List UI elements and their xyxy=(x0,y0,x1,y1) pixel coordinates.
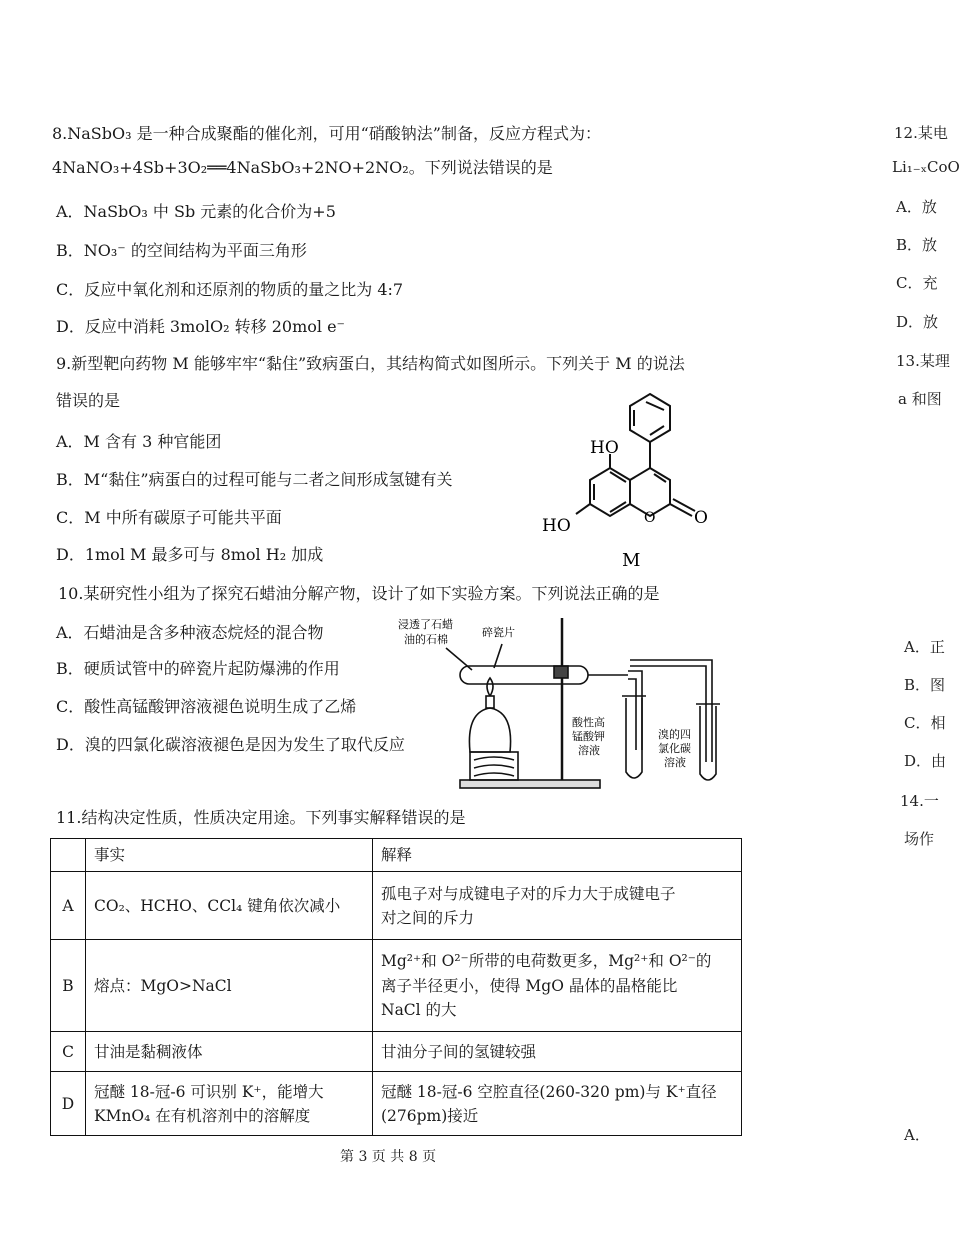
explanation-line: NaCl 的大 xyxy=(381,1000,457,1019)
header-explanation: 解释 xyxy=(373,839,742,872)
explanation-line: 冠醚 18-冠-6 空腔直径(260-320 pm)与 K⁺直径 xyxy=(381,1082,717,1101)
q8-option-b: B．NO₃⁻ 的空间结构为平面三角形 xyxy=(56,241,307,260)
right-fragment: 场作 xyxy=(904,830,935,848)
q9-option-b: B．M“黏住”病蛋白的过程可能与二者之间形成氢键有关 xyxy=(56,470,453,489)
row-label: C xyxy=(51,1032,86,1072)
label-porcelain: 碎瓷片 xyxy=(482,626,515,639)
benzo-ring xyxy=(590,468,630,516)
q11-table xyxy=(50,838,742,1136)
label-kmno4-3: 溶液 xyxy=(578,744,600,757)
q8-option-d: D．反应中消耗 3molO₂ 转移 20mol e⁻ xyxy=(56,317,346,336)
structure-figure-m xyxy=(530,388,740,578)
explanation-line: 孤电子对与成键电子对的斥力大于成键电子 xyxy=(381,884,676,903)
carbonyl-oxygen-label: O xyxy=(694,508,708,528)
explanation-line: Mg²⁺和 O²⁻所带的电荷数更多，Mg²⁺和 O²⁻的 xyxy=(381,952,712,971)
table-row xyxy=(51,940,742,1032)
right-fragment: A．正 xyxy=(904,638,945,656)
q9-option-a: A．M 含有 3 种官能团 xyxy=(56,432,222,451)
table-row xyxy=(51,1032,742,1072)
row-fact: 熔点：MgO>NaCl xyxy=(86,940,373,1032)
oh-label-bottom: HO xyxy=(542,516,571,536)
right-fragment: 13.某理 xyxy=(896,352,950,370)
page-footer: 第 3 页 共 8 页 xyxy=(340,1149,437,1165)
right-fragment: Li₁₋ₓCoO xyxy=(892,158,960,176)
q10-option-a: A．石蜡油是含多种液态烷烃的混合物 xyxy=(56,623,324,642)
row-explanation xyxy=(373,872,742,940)
ring-oxygen-label: O xyxy=(644,510,656,526)
right-fragment: 12.某电 xyxy=(894,124,948,142)
q10-option-d: D．溴的四氯化碳溶液褪色是因为发生了取代反应 xyxy=(56,735,405,754)
alcohol-lamp xyxy=(469,708,510,752)
label-paraffin-asbestos-2: 油的石棉 xyxy=(404,633,448,646)
explanation-line: (276pm)接近 xyxy=(381,1106,479,1125)
row-fact: CO₂、HCHO、CCl₄ 键角依次减小 xyxy=(86,872,373,940)
right-fragment: D．由 xyxy=(904,752,947,770)
q11-stem: 11.结构决定性质，性质决定用途。下列事实解释错误的是 xyxy=(56,808,466,827)
right-fragment: 14.一 xyxy=(900,792,939,810)
q9-stem-line1: 9.新型靶向药物 M 能够牢牢“黏住”致病蛋白，其结构简式如图所示。下列关于 M 的说法 xyxy=(56,354,685,373)
right-fragment: D．放 xyxy=(896,313,939,331)
fact-line: 冠醚 18-冠-6 可识别 K⁺，能增大 xyxy=(94,1082,324,1101)
table-row xyxy=(51,872,742,940)
right-fragment: C．充 xyxy=(896,274,938,292)
q8-stem: 8.NaSbO₃ 是一种合成聚酯的催化剂，可用“硝酸钠法”制备，反应方程式为： xyxy=(52,124,601,143)
q8-option-c: C．反应中氧化剂和还原剂的物质的量之比为 4:7 xyxy=(56,280,404,299)
explanation-line: 离子半径更小，使得 MgO 晶体的晶格能比 xyxy=(381,976,678,995)
label-br2-1: 溴的四 xyxy=(658,728,691,741)
q10-option-c: C．酸性高锰酸钾溶液褪色说明生成了乙烯 xyxy=(56,697,357,716)
header-fact: 事实 xyxy=(86,839,373,872)
row-explanation: 甘油分子间的氢键较强 xyxy=(373,1032,742,1072)
row-explanation xyxy=(373,940,742,1032)
right-fragment: A． xyxy=(904,1126,930,1144)
label-kmno4-2: 锰酸钾 xyxy=(572,730,605,743)
row-label: B xyxy=(51,940,86,1032)
right-fragment: C．相 xyxy=(904,714,946,732)
table-row xyxy=(51,1072,742,1136)
right-fragment: B．图 xyxy=(904,676,946,694)
compound-label: M xyxy=(622,550,641,571)
header-blank xyxy=(51,839,86,872)
row-label: D xyxy=(51,1072,86,1136)
row-fact xyxy=(86,1072,373,1136)
right-fragment: a 和图 xyxy=(898,390,942,408)
test-tube-br2 xyxy=(700,706,716,780)
q9-option-c: C．M 中所有碳原子可能共平面 xyxy=(56,508,282,527)
row-explanation xyxy=(373,1072,742,1136)
row-fact: 甘油是黏稠液体 xyxy=(86,1032,373,1072)
label-kmno4-1: 酸性高 xyxy=(572,716,605,729)
oh-label-top: HO xyxy=(590,438,619,458)
apparatus-figure xyxy=(390,612,740,797)
table-header-row xyxy=(51,839,742,872)
label-br2-3: 溶液 xyxy=(664,756,686,769)
right-fragment: B．放 xyxy=(896,236,938,254)
fact-line: KMnO₄ 在有机溶剂中的溶解度 xyxy=(94,1106,311,1125)
test-tube-kmno4 xyxy=(626,698,642,778)
stand-base xyxy=(460,780,600,788)
q9-option-d: D．1mol M 最多可与 8mol H₂ 加成 xyxy=(56,545,324,564)
row-label: A xyxy=(51,872,86,940)
q8-equation: 4NaNO₃+4Sb+3O₂══4NaSbO₃+2NO+2NO₂。下列说法错误的是 xyxy=(52,158,553,177)
q10-option-b: B．硬质试管中的碎瓷片起防爆沸的作用 xyxy=(56,659,340,678)
label-br2-2: 氯化碳 xyxy=(658,742,691,755)
q10-stem: 10.某研究性小组为了探究石蜡油分解产物，设计了如下实验方案。下列说法正确的是 xyxy=(58,584,660,603)
label-paraffin-asbestos-1: 浸透了石蜡 xyxy=(398,618,453,631)
explanation-line: 对之间的斥力 xyxy=(381,908,475,927)
pyranone-ring xyxy=(630,468,670,516)
q9-stem-line2: 错误的是 xyxy=(56,391,121,410)
q8-option-a: A．NaSbO₃ 中 Sb 元素的化合价为+5 xyxy=(56,202,336,221)
right-fragment: A．放 xyxy=(896,198,937,216)
